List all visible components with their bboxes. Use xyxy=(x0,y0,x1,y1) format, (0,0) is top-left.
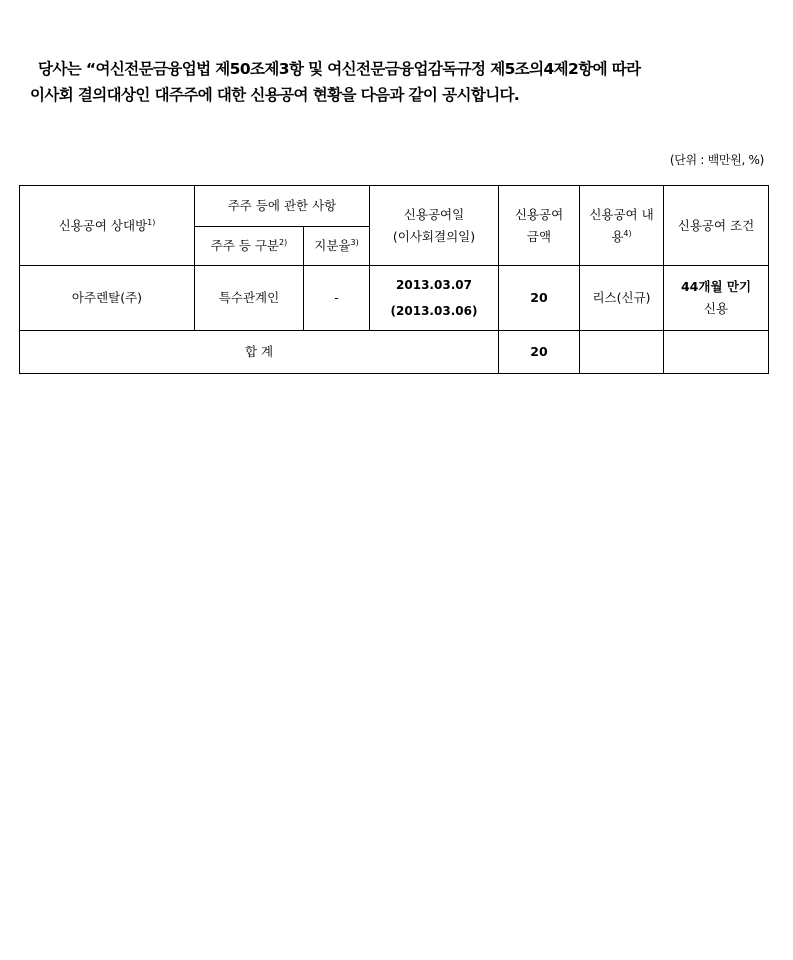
header-row-1 xyxy=(20,186,769,227)
credit-disclosure-table xyxy=(19,185,769,374)
notice-line-1: 당사는 “여신전문금융업법 제50조제3항 및 여신전문금융업감독규정 제5조의4제2항에 따라 xyxy=(38,60,641,78)
footnote-2: 2) xyxy=(279,238,288,247)
cell-amount: 20 xyxy=(499,266,580,331)
header-equity-ratio: 지분율$^{3)}$ xyxy=(304,227,370,266)
footnote-4: 4) xyxy=(623,228,632,238)
total-amount: 20 xyxy=(499,331,580,374)
total-terms xyxy=(664,331,769,374)
table-row xyxy=(20,266,769,331)
disclosure-notice xyxy=(30,56,770,108)
header-terms: 신용공여 조건 xyxy=(664,186,769,266)
header-counterparty: 신용공여 상대방$^{1)}$ xyxy=(20,186,195,266)
total-content xyxy=(580,331,664,374)
header-amount: 신용공여 금액 xyxy=(499,186,580,266)
cell-terms: 44개월 만기 신용 xyxy=(664,266,769,331)
total-row xyxy=(20,331,769,374)
notice-line-2: 이사회 결의대상인 대주주에 대한 신용공여 현황을 다음과 같이 공시합니다. xyxy=(30,86,520,104)
cell-counterparty: 아주렌탈(주) xyxy=(20,266,195,331)
unit-label: (단위 : 백만원, %) xyxy=(669,153,764,167)
total-label: 합 계 xyxy=(20,331,499,374)
cell-shareholder-type: 특수관계인 xyxy=(195,266,304,331)
footnote-3: 3) xyxy=(350,238,359,247)
header-credit-date: 신용공여일 (이사회결의일) xyxy=(370,186,499,266)
header-shareholder-group: 주주 등에 관한 사항 xyxy=(195,186,370,227)
footnote-1: 1) xyxy=(147,217,156,227)
header-shareholder-type: 주주 등 구분$^{2)}$ xyxy=(195,227,304,266)
cell-credit-date: 2013.03.07 (2013.03.06) xyxy=(370,266,499,331)
header-content: 신용공여 내 용$^{4)}$ xyxy=(580,186,664,266)
cell-content: 리스(신규) xyxy=(580,266,664,331)
cell-equity-ratio: - xyxy=(304,266,370,331)
